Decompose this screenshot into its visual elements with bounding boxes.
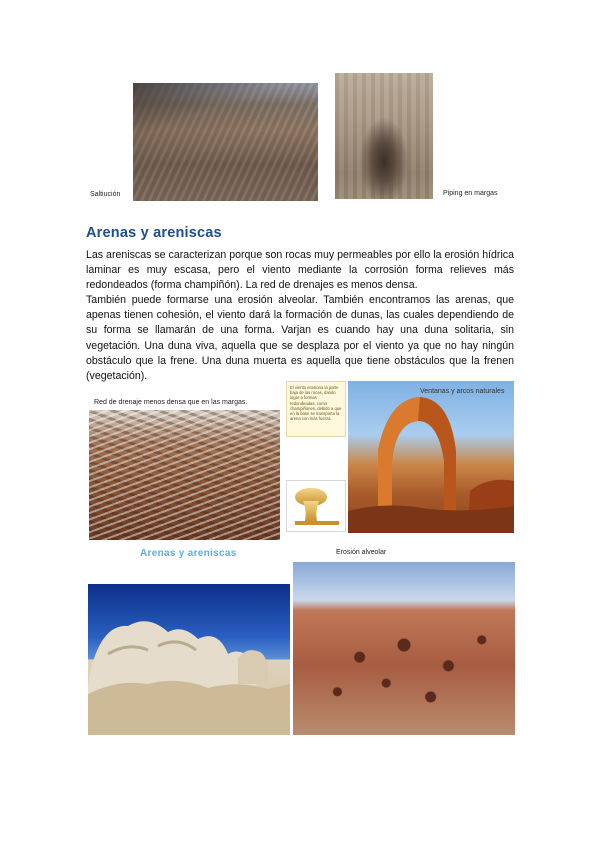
mushroom-rock-icon [291, 485, 343, 529]
piping-caption: Piping en margas [443, 190, 498, 197]
sandstone-formations-photo [88, 584, 290, 735]
drainage-caption: Red de drenaje menos densa que en las margas. [94, 399, 248, 406]
natural-arch-photo [348, 381, 514, 533]
saltation-caption: Saltiución [90, 191, 121, 198]
piping-photo [335, 73, 433, 199]
drainage-photo [89, 410, 280, 540]
alveolar-caption: Erosión alveolar [336, 549, 387, 556]
saltation-photo [133, 83, 318, 201]
paragraph-1: Las areniscas se caracterizan porque son rocas muy permeables por ello la erosión hídrica laminar es muy escasa, pero el viento mediante la corrosión forma relieves más redondeados (forma champiñón). La red de drenajes es menos densa. [86, 249, 514, 292]
alveolar-erosion-photo [293, 562, 515, 735]
windows-arches-caption: Ventanas y arcos naturales [420, 388, 505, 395]
arch-illustration [348, 381, 514, 533]
wind-erosion-note: El viento erosiona la parte baja de las rocas, dando lugar a formas redondeadas, como champiñones, debido a que en la base se transporta la arena con más fuerza. [286, 381, 346, 437]
rock-formations-illustration [88, 584, 290, 735]
mushroom-diagram [286, 480, 346, 532]
paragraph-2: También puede formarse una erosión alveolar. También encontramos las arenas, que apenas tienen cohesión, el viento dará la formación de dunas, las cuales dependiendo de su forma se llamarán de una forma. Varjan es cuando hay una duna solitaria, sin vegetación. Una duna viva, aquella que se desplaza por el viento ya que no hay ningún obstáculo que la frene. Una duna muerta es aquella que tiene obstáculos que la frenen (vegetación). [86, 294, 514, 383]
sandstone-label: Arenas y areniscas [140, 548, 237, 559]
section-heading: Arenas y areniscas [86, 225, 222, 241]
